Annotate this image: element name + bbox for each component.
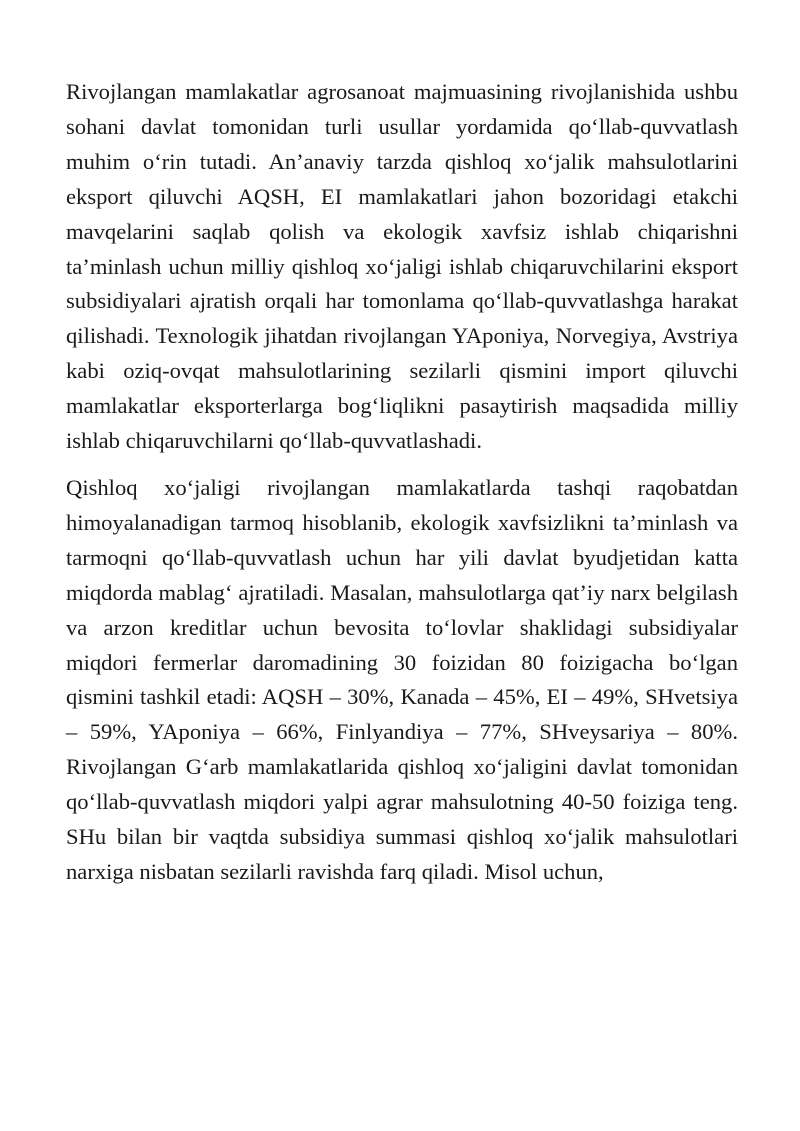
paragraph-2: Qishloq xo‘jaligi rivojlangan mamlakatlarda tashqi raqobatdan himoyalanadigan tarmoq hisoblanib, ekologik xavfsizlikni ta’minlash va tarmoqni qo‘llab-quvvatlash uchun har yili davlat byudjetidan katta miqdorda mablag‘ ajratiladi. Masalan, mahsulotlarga qat’iy narx belgilash va arzon kreditlar uchun bevosita to‘lovlar shaklidagi subsidiyalar miqdori fermerlar daromadining 30 foizidan 80 foizigacha bo‘lgan qismini tashkil etadi: AQSH – 30%, Kanada – 45%, EI – 49%, SHvetsiya – 59%, YAponiya – 66%, Finlyandiya – 77%, SHveysariya – 80%. Rivojlangan G‘arb mamlakatlarida qishloq xo‘jaligini davlat tomonidan qo‘llab-quvvatlash miqdori yalpi agrar mahsulotning 40-50 foiziga teng. SHu bilan bir vaqtda subsidiya summasi qishloq xo‘jalik mahsulotlari narxiga nisbatan sezilarli ravishda farq qiladi. Misol uchun, [66,474,738,884]
paragraph-1: Rivojlangan mamlakatlar agrosanoat majmuasining rivojlanishida ushbu sohani davlat tomonidan turli usullar yordamida qo‘llab-quvvatlash muhim o‘rin tutadi. An’anaviy tarzda qishloq xo‘jalik mahsulotlarini eksport qiluvchi AQSH, EI mamlakatlari jahon bozoridagi etakchi mavqelarini saqlab qolish va ekologik xavfsiz ishlab chiqarishni ta’minlash uchun milliy qishloq xo‘jaligi ishlab chiqaruvchilarini eksport subsidiyalari ajratish orqali har tomonlama qo‘llab-quvvatlashga harakat qilishadi. Texnologik jihatdan rivojlangan YAponiya, Norvegiya, Avstriya kabi oziq-ovqat mahsulotlarining sezilarli qismini import qiluvchi mamlakatlar eksporterlarga bog‘liqlikni pasaytirish maqsadida milliy ishlab chiqaruvchilarni qo‘llab-quvvatlashadi. [66,79,738,454]
body-text [66,75,738,890]
